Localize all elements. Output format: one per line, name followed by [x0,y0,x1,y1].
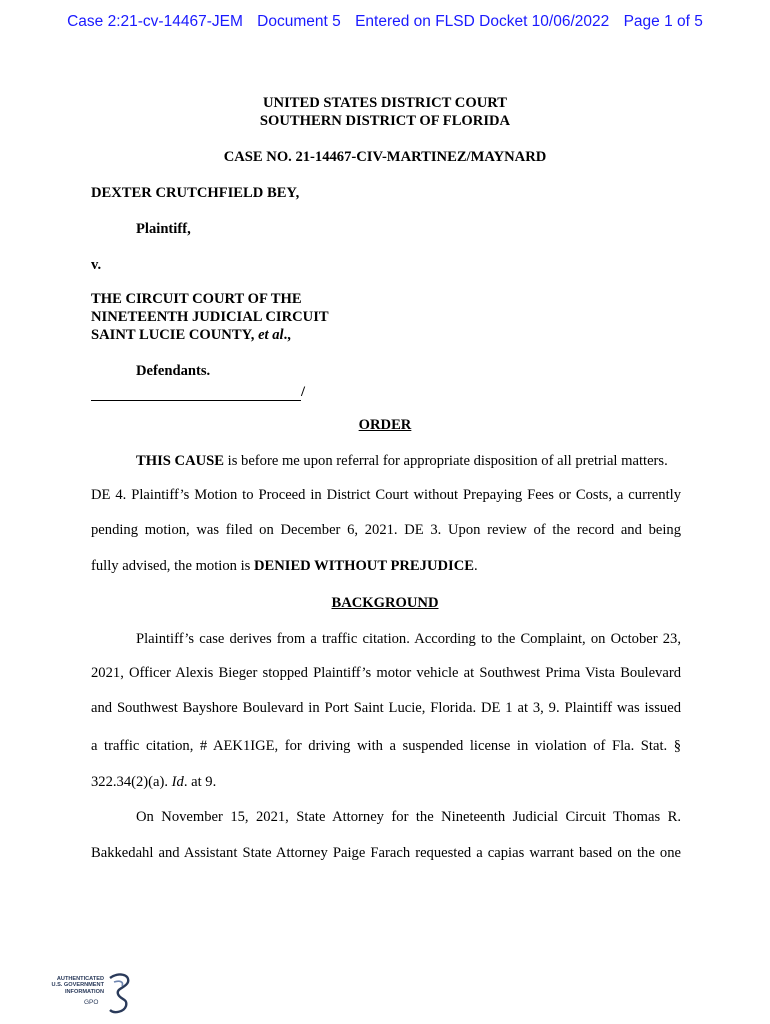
caption-slash: / [301,384,306,400]
docket-page: Page 1 of 5 [623,13,703,30]
order-heading: ORDER [358,417,412,433]
defendant-line3-end: ., [283,327,291,343]
background-p1-line2: 2021, Officer Alexis Bieger stopped Plaintiff’s motor vehicle at Southwest Prima Vista Boulevard [91,665,681,681]
docket-entered: Entered on FLSD Docket 10/06/2022 [355,13,610,30]
caption-rule [91,384,305,401]
order-p1-line4-text: fully advised, the motion is [91,558,254,574]
order-p1-line1 [136,452,668,470]
versus: v. [91,257,102,273]
order-p1-line3: pending motion, was filed on December 6, 2021. DE 3. Upon review of the record and being [91,522,681,538]
defendant-line2: NINETEENTH JUDICIAL CIRCUIT [91,309,329,325]
defendant-line3 [91,326,291,344]
order-p1-line4-end: . [474,558,478,574]
statute-cite: 322.34(2)(a). [91,774,172,790]
plaintiff-name: DEXTER CRUTCHFIELD BEY, [91,185,300,201]
defendants-label: Defendants. [136,363,211,379]
gpo-label: GPO [84,999,99,1006]
background-p1-line5 [91,773,216,791]
docket-document: Document 5 [257,13,341,30]
plaintiff-label: Plaintiff, [136,221,191,237]
et-al: et al [258,327,284,343]
caption-underline [91,386,301,401]
case-number: CASE NO. 21-14467-CIV-MARTINEZ/MAYNARD [223,149,547,165]
docket-case: Case 2:21-cv-14467-JEM [67,13,243,30]
docket-header [0,13,770,31]
defendant-line3-text: SAINT LUCIE COUNTY, [91,327,259,343]
gpo-line1: AUTHENTICATED [56,976,104,982]
background-p1-line5-end: . at 9. [183,774,217,790]
background-p1-line1: Plaintiff’s case derives from a traffic citation. According to the Complaint, on October 23, [136,631,681,647]
background-p1-line3: and Southwest Bayshore Boulevard in Port Saint Lucie, Florida. DE 1 at 3, 9. Plaintiff was issued [91,700,681,716]
order-p1-line2: DE 4. Plaintiff’s Motion to Proceed in District Court without Prepaying Fees or Costs, a currently [91,487,681,503]
order-p1-line4 [91,557,478,575]
order-p1-line1-text: is before me upon referral for appropriate disposition of all pretrial matters. [224,453,668,469]
background-heading: BACKGROUND [331,595,439,611]
this-cause: THIS CAUSE [136,453,224,469]
denied-without-prejudice: DENIED WITHOUT PREJUDICE [253,558,474,574]
background-p2-line1: On November 15, 2021, State Attorney for the Nineteenth Judicial Circuit Thomas R. [136,809,681,825]
gpo-authentication-logo [42,972,132,1018]
background-p1-line4: a traffic citation, # AEK1IGE, for driving with a suspended license in violation of Fla. Stat. § [91,738,681,754]
gpo-eagle-icon [106,972,132,1016]
court-name: UNITED STATES DISTRICT COURT [262,95,507,111]
background-p2-line2: Bakkedahl and Assistant State Attorney Paige Farach requested a capias warrant based on the one [91,845,681,861]
court-district: SOUTHERN DISTRICT OF FLORIDA [259,113,511,129]
gpo-text [42,976,104,995]
defendant-line1: THE CIRCUIT COURT OF THE [91,291,302,307]
id-cite: Id [171,774,184,790]
gpo-line3: INFORMATION [64,988,104,995]
gpo-line2: U.S. GOVERNMENT [51,982,104,989]
